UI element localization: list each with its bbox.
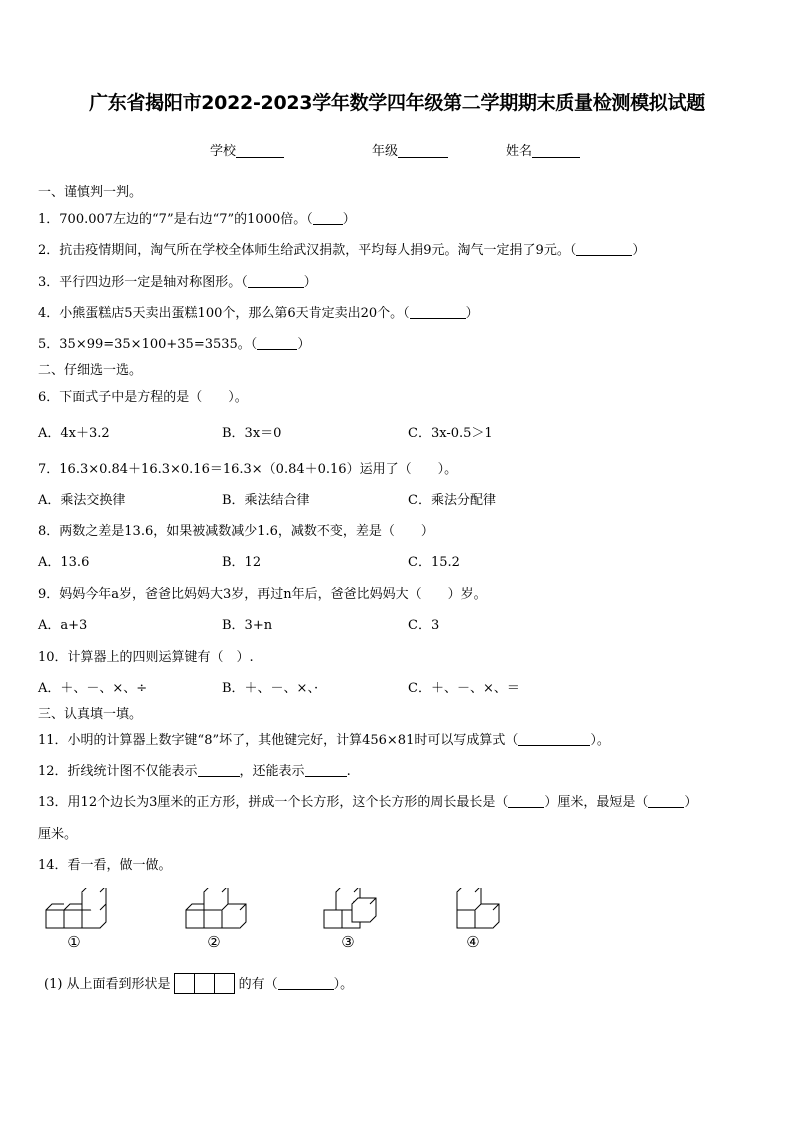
sub-question-1 [44,973,353,994]
school-label: 学校 [210,144,237,159]
answer-blank[interactable] [508,794,544,808]
cube-figure-3 [322,888,378,934]
top-view-shape [175,973,235,994]
question-7: 7．16.3×0.84＋16.3×0.16＝16.3×（0.84＋0.16）运用了（ ）。 [38,462,458,477]
question-5 [38,333,310,352]
question-text-end: . [346,764,351,779]
option-c[interactable]: C．乘法分配律 [408,493,496,508]
name-field [506,140,580,159]
answer-blank[interactable] [410,305,466,319]
page-title: 广东省揭阳市2022-2023学年数学四年级第二学期期末质量检测模拟试题 [89,92,705,114]
question-text: (1) 从上面看到形状是 [44,977,171,992]
answer-blank[interactable] [313,211,343,225]
option-c[interactable]: C．＋、－、×、＝ [408,681,520,696]
option-c[interactable]: C．3 [408,618,440,633]
answer-blank[interactable] [278,976,334,990]
question-4 [38,302,479,321]
cube-figure-2 [184,888,248,934]
question-text-end: ） [297,337,311,352]
question-text-end: ） [684,795,698,810]
school-blank[interactable] [236,143,284,158]
question-13-continued: 厘米。 [38,827,78,842]
question-14: 14．看一看，做一做。 [38,858,172,873]
figure-label: ④ [466,933,480,951]
option-b[interactable]: B．乘法结合律 [222,493,310,508]
option-a[interactable]: A．4x＋3.2 [38,426,110,441]
question-text-mid: ）厘米，最短是（ [544,795,649,810]
section-heading: 二、仔细选一选。 [38,363,143,378]
question-1 [38,208,356,227]
question-text-end: ） [465,306,479,321]
question-text: 5．35×99=35×100+35=3535。（ [38,337,258,352]
figure-label: ① [67,933,81,951]
question-text: 2．抗击疫情期间，淘气所在学校全体师生给武汉捐款，平均每人捐9元。淘气一定捐了9元。（ [38,243,577,258]
name-label: 姓名 [506,144,533,159]
question-10: 10．计算器上的四则运算键有（ ）. [38,650,254,665]
question-text-mid: 的有（ [238,977,278,992]
answer-blank[interactable] [257,336,297,350]
question-text: 11．小明的计算器上数字键“8”坏了，其他键完好，计算456×81时可以写成算式（ [38,733,519,748]
grade-blank[interactable] [398,143,448,158]
figure-label: ② [207,933,221,951]
option-a[interactable]: A．a+3 [38,618,88,633]
grade-field [372,140,448,159]
question-9: 9．妈妈今年a岁，爸爸比妈妈大3岁，再过n年后，爸爸比妈妈大（ ）岁。 [38,587,487,602]
cube-figure-1 [44,888,108,934]
option-a[interactable]: A．＋、－、×、÷ [38,681,148,696]
answer-blank[interactable] [305,763,347,777]
question-8: 8．两数之差是13.6，如果被减数减少1.6，减数不变，差是（ ） [38,524,434,539]
question-text-end: ） [342,212,356,227]
question-text: 3．平行四边形一定是轴对称图形。（ [38,275,248,290]
grade-label: 年级 [372,144,399,159]
question-text: 13．用12个边长为3厘米的正方形，拼成一个长方形，这个长方形的周长最长是（ [38,795,509,810]
cube-figure-4 [455,888,501,934]
question-text-end: ） [303,275,317,290]
question-12 [38,760,351,779]
question-13 [38,791,697,810]
question-text: 4．小熊蛋糕店5天卖出蛋糕100个，那么第6天肯定卖出20个。（ [38,306,410,321]
name-blank[interactable] [532,143,580,158]
question-2 [38,239,645,258]
question-text-end: ）。 [333,977,354,992]
option-b[interactable]: B．12 [222,555,262,570]
option-b[interactable]: B．3x＝0 [222,426,282,441]
question-6: 6．下面式子中是方程的是（ ）。 [38,390,248,405]
section-heading: 一、谨慎判一判。 [38,185,143,200]
figure-label: ③ [341,933,355,951]
option-b[interactable]: B．＋、－、×、· [222,681,319,696]
option-c[interactable]: C．3x-0.5＞1 [408,426,493,441]
question-11 [38,729,610,748]
option-b[interactable]: B．3+n [222,618,273,633]
option-c[interactable]: C．15.2 [408,555,460,570]
question-3 [38,271,317,290]
question-text: 1．700.007左边的“7”是右边“7”的1000倍。（ [38,212,313,227]
question-text-mid: ，还能表示 [239,764,305,779]
answer-blank[interactable] [648,794,684,808]
option-a[interactable]: A．13.6 [38,555,90,570]
answer-blank[interactable] [518,732,590,746]
question-text-end: ） [632,243,646,258]
answer-blank[interactable] [248,274,304,288]
question-text-end: ）。 [590,733,610,748]
answer-blank[interactable] [576,242,632,256]
section-heading: 三、认真填一填。 [38,707,143,722]
question-text: 12．折线统计图不仅能表示 [38,764,198,779]
school-field [210,140,284,159]
answer-blank[interactable] [198,763,240,777]
option-a[interactable]: A．乘法交换律 [38,493,126,508]
